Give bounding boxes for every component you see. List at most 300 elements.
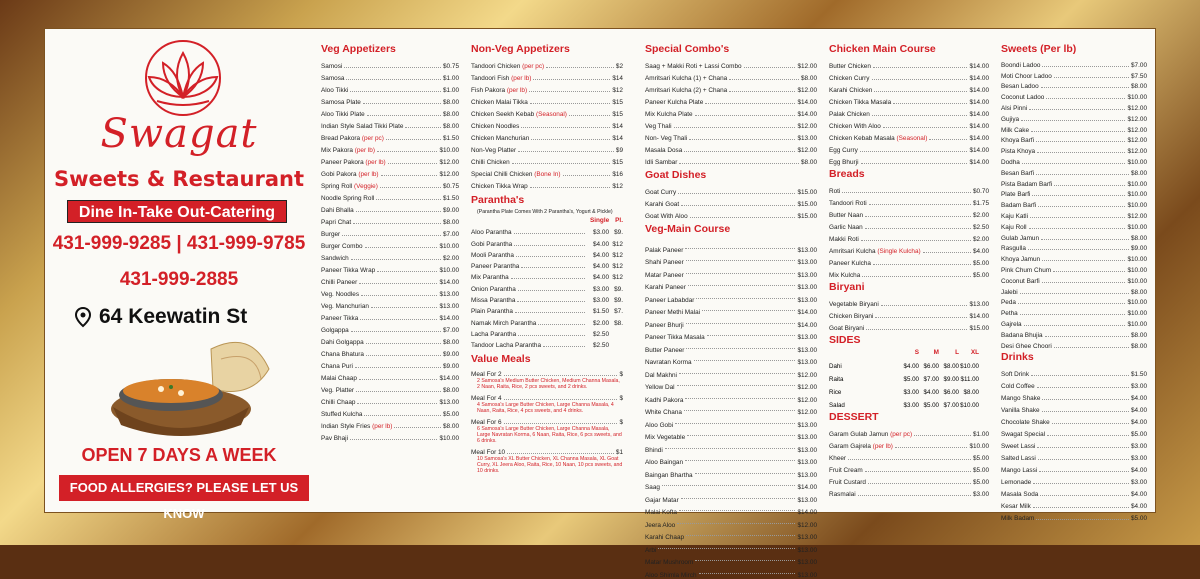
item-name: Chicken Biryani [829, 313, 874, 320]
menu-item [321, 406, 459, 418]
item-name: Samosa Plate [321, 99, 361, 106]
leader-dots [679, 510, 795, 511]
item-price: $2.00 [973, 236, 989, 243]
item-name: Garam Gajrela (per lb) [829, 443, 893, 450]
item-price: $14.00 [439, 279, 459, 286]
item-name: Aloo Parantha [471, 229, 512, 237]
item-price-plate: $12 [612, 274, 623, 282]
menu-item: Navratan Korma $13.00 [645, 359, 817, 366]
item-name: Lacha Parantha [471, 330, 517, 338]
section-title: Veg-Main Course [645, 223, 731, 235]
item-price: $8.00 [801, 159, 817, 166]
item-name: Badam Barfi [1001, 202, 1037, 210]
side-price: $7.00 [923, 376, 939, 383]
menu-item: Karahi Paneer $13.00 [645, 284, 817, 291]
item-note: (per lb) [358, 171, 379, 178]
side-item [829, 396, 989, 409]
side-price: $3.00 [903, 389, 919, 396]
menu-item [321, 262, 459, 274]
leader-dots [694, 360, 796, 361]
leader-dots [359, 283, 437, 284]
menu-item [1001, 438, 1147, 450]
menu-item: Aloo Gobi $13.00 [645, 421, 817, 429]
leader-dots [344, 67, 441, 68]
menu-item [471, 154, 623, 166]
leader-dots [662, 485, 796, 486]
menu-item [829, 243, 989, 255]
allergy-banner: FOOD ALLERGIES? PLEASE LET US KNOW [59, 475, 309, 501]
leader-dots [1032, 195, 1125, 196]
menu-item [1001, 198, 1147, 209]
item-price: $8.00 [443, 423, 459, 430]
menu-item [829, 130, 989, 142]
side-price: $6.00 [943, 389, 959, 396]
item-price: $4.00 [973, 248, 989, 255]
open-hours: OPEN 7 DAYS A WEEK [81, 445, 277, 465]
item-price: $2.00 [443, 255, 459, 262]
menu-item [645, 58, 817, 70]
item-name: Bread Pakora (per pc) [321, 135, 384, 142]
leader-dots [381, 175, 438, 176]
menu-item [829, 195, 989, 207]
item-price: $10.00 [1127, 158, 1147, 166]
size-header: XL [970, 349, 979, 356]
item-name: Missa Parantha [471, 297, 516, 305]
menu-item [1001, 101, 1147, 112]
lotus-logo-icon [133, 39, 233, 117]
menu-item: Gajar Matar $13.00 [645, 496, 817, 504]
item-note: (Seasonal) [536, 111, 567, 118]
item-price: $8.00 [1131, 83, 1147, 91]
item-name: Milk Badam [1001, 514, 1035, 522]
leader-dots [364, 415, 441, 416]
item-name: Gobi Parantha [471, 240, 513, 248]
side-price: $4.00 [923, 389, 939, 396]
leader-dots [1054, 77, 1129, 78]
item-price: $8.00 [443, 387, 459, 394]
leader-dots [685, 398, 795, 399]
leader-dots [533, 79, 610, 80]
leader-dots [350, 91, 441, 92]
menu-item [1001, 69, 1147, 80]
size-header: M [933, 349, 939, 356]
brand-panel [45, 29, 313, 521]
leader-dots [1045, 336, 1129, 337]
item-price: $10.00 [1127, 94, 1147, 102]
menu-item: Aloo Shimla Mirch $13.00 [645, 571, 817, 579]
menu-item: White Chana $12.00 [645, 409, 817, 416]
menu-item: Matar Paneer $13.00 [645, 271, 817, 279]
item-name: Mix Kulcha Plate [645, 111, 693, 118]
menu-item [1001, 220, 1147, 231]
side-price: $9.00 [943, 376, 959, 383]
col-header: Single [589, 217, 610, 224]
item-price: $0.75 [443, 63, 459, 70]
item-name: Mix Pakora (per lb) [321, 147, 375, 154]
leader-dots [872, 115, 968, 116]
menu-item [471, 58, 623, 70]
menu-item [829, 426, 989, 438]
leader-dots [1038, 459, 1129, 460]
item-note: (per lb) [872, 443, 893, 450]
menu-item [321, 418, 459, 430]
side-price: $3.00 [903, 402, 919, 409]
leader-dots [675, 423, 795, 424]
leader-dots [1036, 519, 1129, 520]
item-price: $12.00 [797, 87, 817, 94]
item-name: Dahi Golgappa [321, 339, 364, 346]
leader-dots [1054, 185, 1125, 186]
side-price: $8.00 [943, 363, 959, 370]
item-price-single: $3.00 [593, 285, 609, 293]
item-price: $12.00 [797, 147, 817, 154]
item-name: Plate Barfi [1001, 191, 1031, 199]
item-note: (Veggie) [354, 183, 378, 190]
menu-item [321, 190, 459, 202]
menu-item [471, 304, 623, 315]
menu-item [829, 320, 989, 332]
leader-dots [729, 79, 799, 80]
item-name: Karahi Goat [645, 201, 680, 208]
item-name: Onion Parantha [471, 285, 516, 293]
item-name: Fruit Custard [829, 479, 866, 486]
menu-item [829, 118, 989, 130]
menu-item [1001, 144, 1147, 155]
phone-line-2[interactable]: 431-999-2885 [119, 269, 239, 290]
menu-item [471, 94, 623, 106]
item-name: Plain Parantha [471, 308, 513, 316]
item-price: $9 [615, 147, 623, 154]
size-header: L [955, 349, 959, 356]
leader-dots [862, 276, 971, 277]
leader-dots [569, 115, 610, 116]
item-name: Vegetable Biryani [829, 301, 879, 308]
leader-dots [1021, 120, 1125, 121]
item-name: Boondi Ladoo [1001, 61, 1041, 69]
item-price: $8.00 [801, 75, 817, 82]
menu-list [471, 58, 623, 190]
section-title: Special Combo's [645, 43, 730, 55]
item-price: $3.00 [1131, 478, 1147, 486]
col-nonveg [471, 41, 623, 511]
item-price: $12.00 [1127, 137, 1147, 145]
menu-item [645, 154, 817, 166]
menu-item [1001, 510, 1147, 522]
item-name: Sandwich [321, 255, 349, 262]
leader-dots [1053, 271, 1125, 272]
sides-header [829, 349, 989, 356]
item-name: Fruit Cream [829, 467, 863, 474]
side-price: $5.00 [923, 402, 939, 409]
item-price: $1.75 [973, 200, 989, 207]
section-title: DESSERT [829, 411, 879, 423]
leader-dots [705, 103, 795, 104]
menu-item: Baingan Bhartha $13.00 [645, 471, 817, 479]
leader-dots [679, 373, 795, 374]
sides-table [829, 349, 989, 409]
item-name: Salted Lassi [1001, 454, 1036, 462]
col-header: Pl. [615, 217, 623, 224]
item-price: $12.00 [797, 63, 817, 70]
side-price: $10.00 [960, 363, 979, 370]
menu-item: Aloo Baingan $13.00 [645, 459, 817, 466]
meal-price: $1 [615, 449, 623, 457]
item-price: $9.00 [443, 363, 459, 370]
leader-dots [1031, 131, 1125, 132]
item-name: Paneer Kulcha Plate [645, 99, 704, 106]
side-name: Rice [829, 389, 842, 396]
item-price: $12.00 [1127, 148, 1147, 156]
item-price: $5.00 [1131, 514, 1147, 522]
item-name: Indian Style Salad Tikki Plate [321, 123, 404, 130]
leader-dots [678, 193, 795, 194]
menu-item: Paneer Tikka Masala $13.00 [645, 334, 817, 341]
menu-item [829, 255, 989, 267]
leader-dots [874, 91, 967, 92]
item-price: $15 [612, 111, 623, 118]
item-price: $4.00 [1131, 418, 1147, 426]
item-price: $10.00 [439, 267, 459, 274]
item-price-plate: $7. [614, 308, 623, 316]
item-price: $5.00 [973, 272, 989, 279]
item-name: Tandoori Chicken (per pc) [471, 63, 545, 70]
item-price: $3.00 [973, 491, 989, 498]
item-price: $5.00 [443, 411, 459, 418]
meal-price: $ [619, 371, 623, 379]
menu-item [1001, 426, 1147, 438]
item-name: Rasgulla [1001, 245, 1026, 253]
item-name: Garlic Naan [829, 224, 863, 231]
leader-dots [744, 67, 796, 68]
menu-item [1001, 134, 1147, 145]
size-header: S [914, 349, 919, 356]
item-price: $1.50 [443, 195, 459, 202]
menu-item: Butter Paneer $13.00 [645, 346, 817, 354]
menu-item [321, 346, 459, 358]
leader-dots [686, 323, 796, 324]
leader-dots [883, 127, 968, 128]
menu-item [1001, 231, 1147, 242]
leader-dots [386, 139, 441, 140]
item-name: Moti Choor Ladoo [1001, 72, 1052, 80]
leader-dots [1038, 206, 1125, 207]
menu-item [321, 178, 459, 190]
leader-dots [893, 103, 967, 104]
item-price: $13.00 [439, 303, 459, 310]
item-price-single: $4.00 [593, 251, 609, 259]
leader-dots [405, 127, 441, 128]
item-name: Chicken Kebab Masala (Seasonal) [829, 135, 928, 142]
leader-dots [357, 403, 437, 404]
item-name: Besan Ladoo [1001, 83, 1039, 91]
section-title: Veg Appetizers [321, 43, 396, 55]
menu-item [1001, 339, 1147, 350]
menu-item [645, 82, 817, 94]
leader-dots [377, 271, 437, 272]
menu-item [471, 293, 623, 304]
item-name: Kaju Katli [1001, 212, 1028, 220]
section-title: Drinks [1001, 350, 1034, 363]
menu-item [321, 70, 459, 82]
menu-item [1001, 123, 1147, 134]
item-price: $15.00 [969, 325, 989, 332]
item-name: Spring Roll (Veggie) [321, 183, 378, 190]
leader-dots [895, 447, 968, 448]
item-name: Garam Gulab Jamun (per pc) [829, 431, 913, 438]
spacer [829, 349, 899, 356]
item-price: $4.00 [1131, 466, 1147, 474]
item-name: Saag + Makki Roti + Lassi Combo [645, 63, 742, 70]
item-price-single: $3.00 [593, 297, 609, 305]
item-price: $12 [612, 87, 623, 94]
item-price: $3.00 [1131, 442, 1147, 450]
item-name: Gulab Jamun [1001, 234, 1040, 242]
item-price: $16 [612, 171, 623, 178]
item-price: $14.00 [797, 99, 817, 106]
leader-dots [707, 335, 796, 336]
leader-dots [1042, 260, 1125, 261]
item-note: (per pc) [522, 63, 545, 70]
leader-dots [511, 278, 585, 279]
section-title: Biryani [829, 281, 865, 293]
item-name: Chicken Tikka Wrap [471, 183, 528, 190]
leader-dots [538, 324, 585, 325]
item-price: $10.00 [1127, 191, 1147, 199]
item-note: (Seasonal) [896, 135, 928, 142]
item-price: $14.00 [439, 315, 459, 322]
menu-board [44, 28, 1156, 579]
menu-list [1001, 58, 1147, 350]
leader-dots [1040, 495, 1129, 496]
brand-subtitle: Sweets & Restaurant [53, 167, 305, 191]
menu-item [321, 142, 459, 154]
item-price: $3.00 [1131, 454, 1147, 462]
leader-dots [872, 79, 968, 80]
menu-item [321, 118, 459, 130]
item-price-single: $4.00 [593, 274, 609, 282]
leader-dots [1054, 347, 1129, 348]
leader-dots [355, 367, 441, 368]
item-price-single: $4.00 [593, 240, 609, 248]
item-name: Papri Chat [321, 219, 352, 226]
item-name: Chicken With Aloo [829, 123, 881, 130]
menu-item [1001, 390, 1147, 402]
item-price: $9.00 [443, 207, 459, 214]
menu-item [1001, 274, 1147, 285]
menu-item [1001, 90, 1147, 101]
leader-dots [869, 204, 971, 205]
leader-dots [685, 248, 795, 249]
leader-dots [1037, 387, 1129, 388]
item-name: Amritsari Kulcha (2) + Chana [645, 87, 728, 94]
item-name: Gajrela [1001, 320, 1022, 328]
leader-dots [677, 385, 796, 386]
item-price-plate: $8. [614, 319, 623, 327]
leader-dots [929, 139, 967, 140]
leader-dots [350, 439, 437, 440]
item-price-plate: $9. [614, 229, 623, 237]
col-combos [645, 41, 817, 579]
item-name: Fish Pakora (per lb) [471, 87, 528, 94]
menu-item [1001, 296, 1147, 307]
menu-item [321, 334, 459, 346]
menu-item [471, 70, 623, 82]
menu-list [471, 368, 623, 474]
section-title: Breads [829, 168, 865, 180]
item-price: $14.00 [969, 313, 989, 320]
leader-dots [507, 453, 614, 454]
menu-item [829, 462, 989, 474]
side-item [829, 357, 989, 370]
menu-item [321, 322, 459, 334]
menu-item [1001, 462, 1147, 474]
leader-dots [677, 523, 795, 524]
item-name: Masala Dosa [645, 147, 683, 154]
item-name: Non- Veg Thali [645, 135, 688, 142]
item-price: $14.00 [969, 63, 989, 70]
item-name: Tandoor Lacha Parantha [471, 342, 541, 350]
item-price-single: $3.00 [593, 229, 609, 237]
menu-list [645, 184, 817, 220]
item-price: $8.00 [443, 219, 459, 226]
leader-dots [686, 348, 795, 349]
item-price: $12.00 [439, 171, 459, 178]
item-price: $0.70 [973, 188, 989, 195]
menu-item [1001, 414, 1147, 426]
menu-item [321, 226, 459, 238]
leader-dots [1036, 174, 1129, 175]
meal-desc: 10 Samosa's XL Butter Chicken, XL Channa Masala, XL Goat Curry, XL Jeera Aloo, Raita, Rice, 10 Naan, 10 pcs sweets, and 10 drinks. [477, 456, 623, 475]
leader-dots [665, 448, 796, 449]
leader-dots [860, 151, 968, 152]
meal-name: Meal For 10 [471, 449, 506, 457]
item-name: Desi Ghee Choori [1001, 342, 1052, 350]
item-price-single: $2.50 [593, 330, 609, 338]
leader-dots [868, 483, 971, 484]
menu-item [321, 238, 459, 250]
phone-line-1[interactable]: 431-999-9285 | 431-999-9785 [52, 233, 306, 254]
menu-item [321, 106, 459, 118]
menu-item [321, 166, 459, 178]
menu-item [1001, 112, 1147, 123]
item-price: $8.00 [443, 111, 459, 118]
leader-dots [351, 259, 441, 260]
meal-name: Meal For 2 [471, 371, 502, 379]
item-price: $10.00 [439, 147, 459, 154]
leader-dots [346, 79, 441, 80]
item-price: $8.00 [443, 99, 459, 106]
leader-dots [518, 151, 614, 152]
item-name: Khoya Barfi [1001, 137, 1035, 145]
item-price-plate: $12 [612, 251, 623, 259]
item-name: Burger Combo [321, 243, 363, 250]
leader-dots [685, 460, 795, 461]
menu-item [321, 154, 459, 166]
leader-dots [696, 298, 795, 299]
leader-dots [1030, 217, 1125, 218]
menu-item [471, 236, 623, 247]
leader-dots [1028, 249, 1129, 250]
leader-dots [865, 216, 971, 217]
item-name: Coconut Ladoo [1001, 94, 1045, 102]
side-name: Salad [829, 402, 845, 409]
side-price: $11.00 [960, 376, 979, 383]
side-name: Raita [829, 376, 844, 383]
meal-name: Meal For 4 [471, 395, 502, 403]
item-note: (Single Kulcha) [877, 248, 921, 255]
item-name: Aloo Tikki [321, 87, 349, 94]
menu-item [321, 82, 459, 94]
